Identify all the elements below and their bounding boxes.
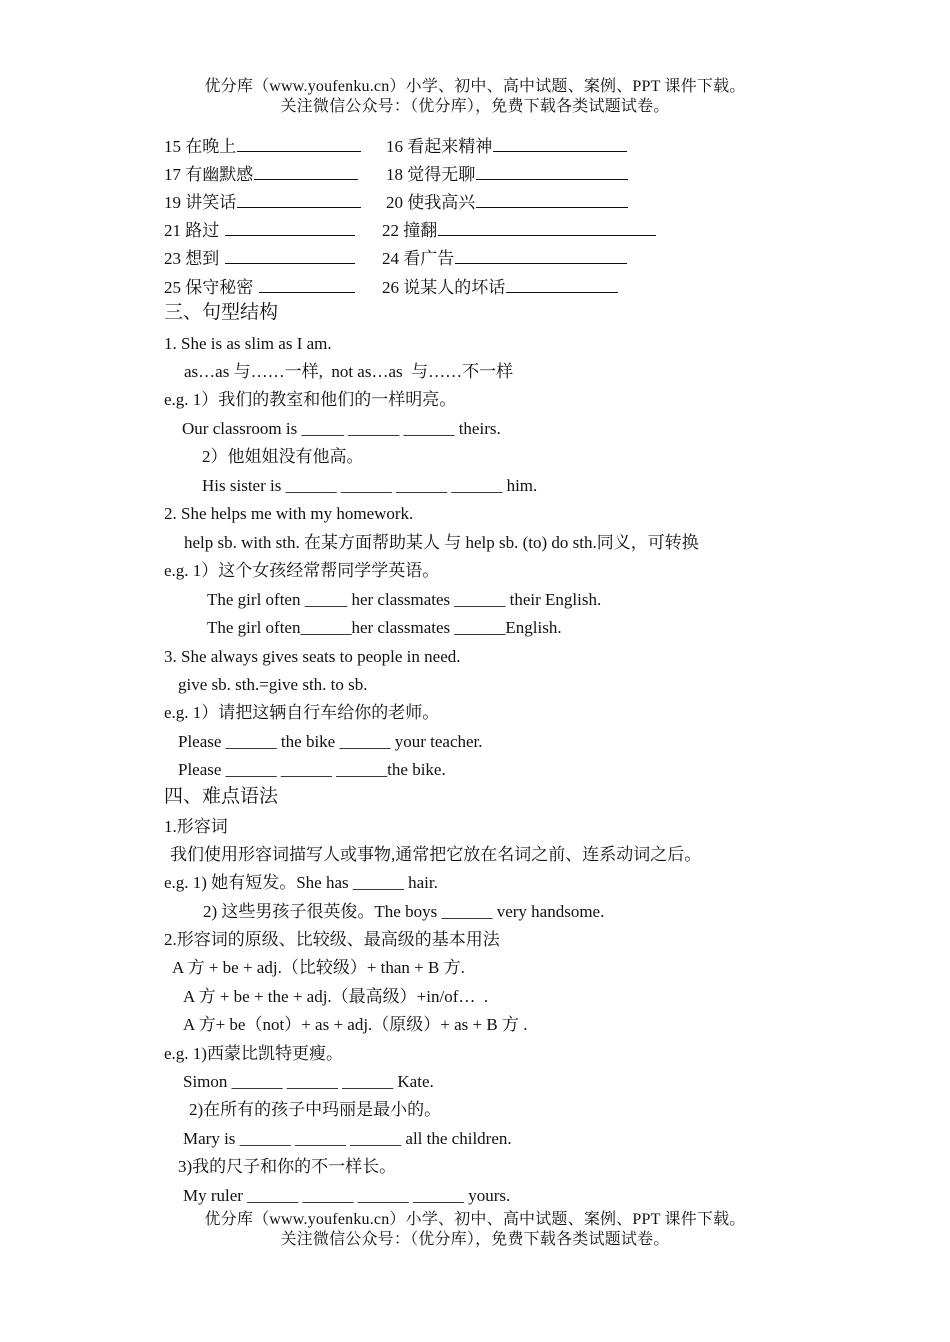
sentence-1-example-1: e.g. 1）我们的教室和他们的一样明亮。 — [164, 390, 457, 409]
vocab-item-17: 17 有幽默感 — [164, 163, 358, 186]
sentence-2-note: help sb. with sth. 在某方面帮助某人 与 help sb. (to) do sth.同义，可转换 — [184, 533, 699, 552]
header-line-2: 关注微信公众号：（优分库），免费下载各类试题试卷。 — [280, 98, 670, 115]
footer-line-1: 优分库（www.youfenku.cn）小学、初中、高中试题、案例、PPT 课件下载。 — [204, 1211, 746, 1228]
vocab-item-16: 16 看起来精神 — [386, 135, 627, 158]
sentence-1-example-1-english: Our classroom is _____ ______ ______ theirs. — [182, 419, 501, 438]
vocab-item-21: 21 路过 — [164, 219, 355, 242]
sentence-2-example-1-english-a: The girl often _____ her classmates ______ their English. — [207, 590, 602, 609]
page-footer — [0, 1210, 950, 1250]
vocab-item-22: 22 撞翻 — [382, 219, 656, 242]
sentence-2: 2. She helps me with my homework. — [164, 504, 414, 523]
grammar-2-rule-1: A 方 + be + adj.（比较级）+ than + B 方. — [172, 958, 465, 977]
sentence-3-note: give sb. sth.=give sth. to sb. — [178, 675, 368, 694]
section-3-title: 三、句型结构 — [164, 302, 279, 323]
footer-line-2: 关注微信公众号：（优分库），免费下载各类试题试卷。 — [280, 1231, 670, 1248]
vocab-item-26: 26 说某人的坏话 — [382, 276, 618, 299]
grammar-2-example-3: 3)我的尺子和你的不一样长。 — [178, 1157, 397, 1176]
sentence-1-example-2: 2）他姐姐没有他高。 — [202, 447, 364, 466]
grammar-2-example-1-english: Simon ______ ______ ______ Kate. — [183, 1072, 434, 1091]
sentence-3: 3. She always gives seats to people in need. — [164, 647, 461, 666]
sentence-1-example-2-english: His sister is ______ ______ ______ ______ him. — [202, 476, 538, 495]
grammar-2-rule-2: A 方 + be + the + adj.（最高级）+in/of… . — [183, 987, 489, 1006]
grammar-2-example-3-english: My ruler ______ ______ ______ ______ yours. — [183, 1186, 511, 1205]
grammar-1-title: 1.形容词 — [164, 817, 228, 836]
vocab-item-19: 19 讲笑话 — [164, 191, 361, 214]
vocab-item-25: 25 保守秘密 — [164, 276, 355, 299]
sentence-2-example-1: e.g. 1）这个女孩经常帮同学学英语。 — [164, 561, 440, 580]
sentence-3-example-1-english-b: Please ______ ______ ______the bike. — [178, 760, 446, 779]
sentence-3-example-1: e.g. 1）请把这辆自行车给你的老师。 — [164, 703, 440, 722]
sentence-1-note: as…as 与……一样, not as…as 与……不一样 — [184, 362, 514, 381]
vocab-item-23: 23 想到 — [164, 247, 355, 270]
section-4-title: 四、难点语法 — [164, 786, 279, 807]
vocab-item-24: 24 看广告 — [382, 247, 627, 270]
grammar-1-note: 我们使用形容词描写人或事物,通常把它放在名词之前、连系动词之后。 — [170, 845, 702, 864]
grammar-2-example-2: 2)在所有的孩子中玛丽是最小的。 — [189, 1100, 442, 1119]
header-line-1: 优分库（www.youfenku.cn）小学、初中、高中试题、案例、PPT 课件下载。 — [204, 78, 746, 95]
sentence-1: 1. She is as slim as I am. — [164, 334, 332, 353]
grammar-1-example-1: e.g. 1) 她有短发。She has ______ hair. — [164, 873, 438, 892]
grammar-2-rule-3: A 方+ be（not）+ as + adj.（原级）+ as + B 方 . — [183, 1015, 528, 1034]
grammar-2-title: 2.形容词的原级、比较级、最高级的基本用法 — [164, 930, 500, 949]
vocab-item-20: 20 使我高兴 — [386, 191, 628, 214]
sentence-3-example-1-english-a: Please ______ the bike ______ your teacher. — [178, 732, 483, 751]
vocab-item-18: 18 觉得无聊 — [386, 163, 628, 186]
grammar-1-example-2: 2) 这些男孩子很英俊。The boys ______ very handsome. — [203, 902, 605, 921]
sentence-2-example-1-english-b: The girl often______her classmates ______English. — [207, 618, 562, 637]
grammar-2-example-1: e.g. 1)西蒙比凯特更瘦。 — [164, 1044, 343, 1063]
page-header — [0, 77, 950, 117]
vocab-item-15: 15 在晚上 — [164, 135, 361, 158]
grammar-2-example-2-english: Mary is ______ ______ ______ all the children. — [183, 1129, 512, 1148]
